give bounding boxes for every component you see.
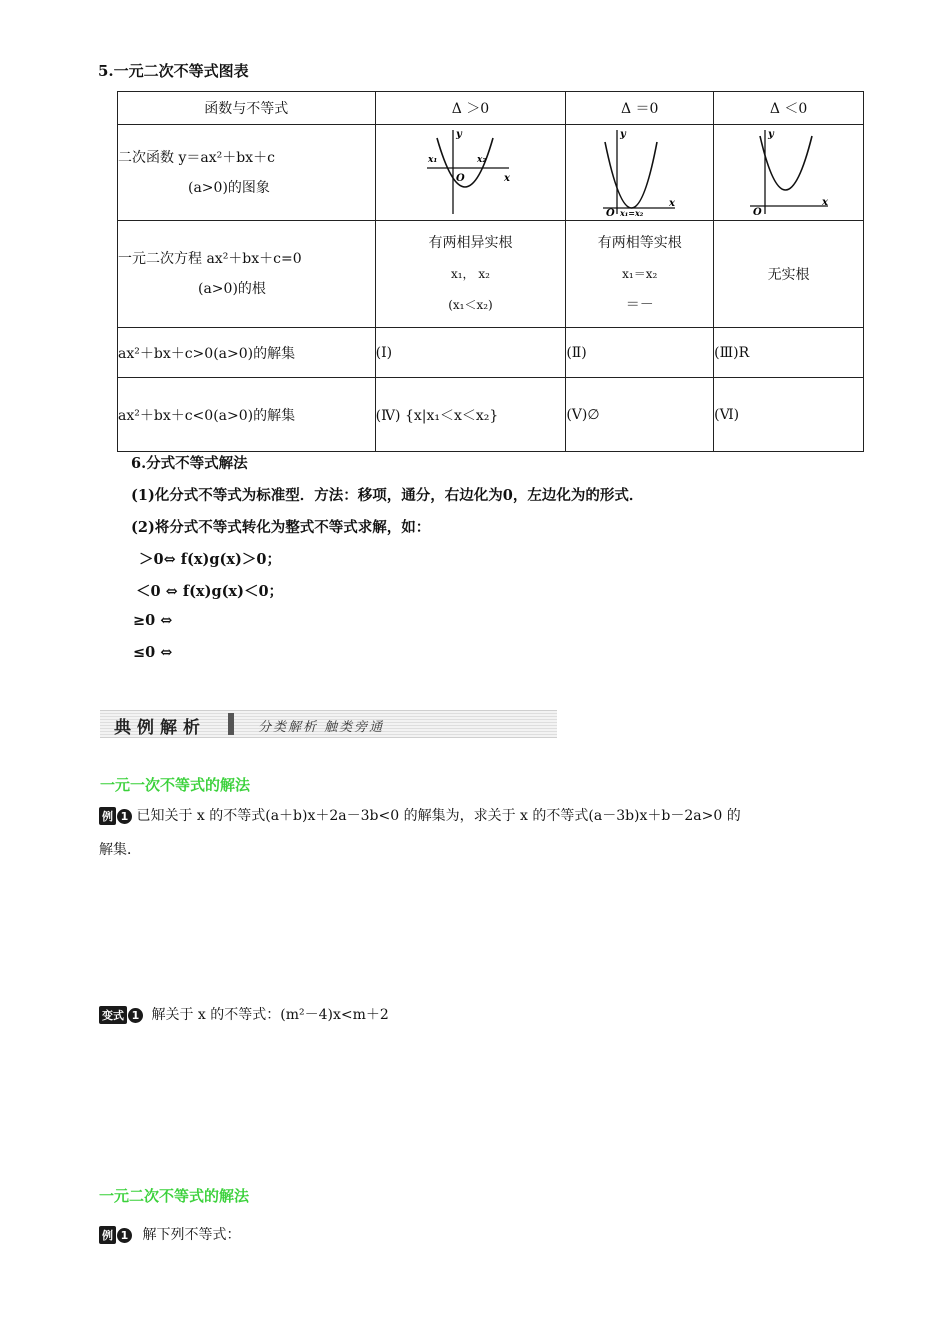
root-x1-label: x₁ <box>428 154 438 165</box>
example-badge: 例 <box>99 1226 116 1244</box>
origin-label: O <box>752 206 762 216</box>
section-6-title: 6.分式不等式解法 <box>131 455 248 472</box>
greater-row-label: ax²＋bx＋c>0(a>0)的解集 <box>118 328 376 378</box>
greater-cell-3: (Ⅲ)R <box>714 328 864 378</box>
example-2-text: 解下列不等式： <box>142 1227 241 1243</box>
example-number-icon: 1 <box>117 1228 132 1243</box>
graph-row-label <box>118 125 376 221</box>
equal-roots-formula: ＝－ <box>625 296 654 313</box>
inequality-table <box>117 91 864 452</box>
section-6-para-1: (1)化分式不等式为标准型．方法：移项，通分，右边化为0，左边化为的形式． <box>131 487 644 504</box>
example-2-question <box>99 1224 240 1244</box>
double-root-label: x₁=x₂ <box>619 207 643 216</box>
y-label: y <box>767 128 774 140</box>
table-row-greater <box>118 328 864 378</box>
greater-cell-2: (Ⅱ) <box>566 328 714 378</box>
x-label: x <box>668 197 675 209</box>
parabola-no-root-graph <box>744 126 834 216</box>
less-cell-1: (Ⅳ) {x|x₁＜x＜x₂} <box>375 378 566 452</box>
parabola-two-roots-graph <box>425 126 515 216</box>
origin-label: O <box>605 207 615 216</box>
rule-less-equal: ≤0 ⇔ <box>133 644 173 661</box>
example-1-question <box>99 805 741 825</box>
header-label: Δ ＞0 <box>451 101 490 117</box>
equal-roots-values: x₁＝x₂ <box>622 266 658 281</box>
table-row-graphs <box>118 125 864 221</box>
example-badge: 例 <box>99 807 116 825</box>
y-label: y <box>619 128 626 140</box>
header-label: 函数与不等式 <box>204 101 289 117</box>
banner-title: 典例解析 <box>114 718 206 738</box>
x-label: x <box>821 196 828 208</box>
section-5-title: 5.一元二次不等式图表 <box>98 62 249 80</box>
variant-1-text: 解关于 x 的不等式：(m²－4)x<m＋2 <box>151 1007 389 1023</box>
distinct-roots-values: x₁， x₂ <box>450 266 490 281</box>
header-label: Δ ＜0 <box>769 101 808 117</box>
header-delta-negative <box>714 92 864 125</box>
example-1-text: 已知关于 x 的不等式(a＋b)x＋2a－3b<0 的解集为，求关于 x 的不等式(a－3b)x＋b－2a>0 的 <box>136 808 741 824</box>
variant-number-icon: 1 <box>128 1008 143 1023</box>
topic-1-title: 一元一次不等式的解法 <box>100 776 251 794</box>
less-cell-2: (Ⅴ)∅ <box>566 378 714 452</box>
y-label: y <box>456 128 463 140</box>
distinct-roots-order: (x₁＜x₂) <box>448 297 493 312</box>
graph-label-line1: 二次函数 y＝ax²＋bx＋c <box>118 149 275 166</box>
rule-less: ＜0 ⇔ f(x)g(x)＜0； <box>136 583 284 600</box>
roots-row-label <box>118 221 376 328</box>
roots-cell-none <box>714 221 864 328</box>
topic-2-title: 一元二次不等式的解法 <box>99 1187 250 1205</box>
roots-cell-equal <box>566 221 714 328</box>
example-1-text-continued: 解集． <box>99 842 141 858</box>
header-function-inequality <box>118 92 376 125</box>
no-real-roots-text: 无实根 <box>767 267 810 283</box>
less-cell-3: (Ⅵ) <box>714 378 864 452</box>
graph-cell-two-roots <box>375 125 566 221</box>
parabola-double-root-graph <box>595 126 685 216</box>
variant-1-question <box>99 1004 389 1024</box>
section-6-para-2: (2)将分式不等式转化为整式不等式求解，如： <box>131 519 431 536</box>
less-row-label: ax²＋bx＋c<0(a>0)的解集 <box>118 378 376 452</box>
graph-cell-no-root <box>714 125 864 221</box>
graph-cell-double-root <box>566 125 714 221</box>
banner-subtitle: 分类解析 触类旁通 <box>258 720 385 735</box>
table-row-roots <box>118 221 864 328</box>
equal-roots-text: 有两相等实根 <box>597 234 682 251</box>
greater-cell-1: (Ⅰ) <box>375 328 566 378</box>
header-delta-zero <box>566 92 714 125</box>
example-number-icon: 1 <box>117 809 132 824</box>
table-row-less <box>118 378 864 452</box>
roots-label-line1: 一元二次方程 ax²＋bx＋c=0 <box>118 251 302 267</box>
origin-label: O <box>456 172 466 184</box>
distinct-roots-text: 有两相异实根 <box>428 234 513 251</box>
graph-label-line2: (a>0)的图象 <box>188 179 270 196</box>
header-delta-positive <box>375 92 566 125</box>
x-label: x <box>504 172 511 184</box>
parabola-curve <box>605 142 657 208</box>
banner-divider <box>228 713 234 735</box>
variant-badge: 变式 <box>99 1006 127 1024</box>
rule-greater: ＞0⇔ f(x)g(x)＞0； <box>139 551 281 568</box>
parabola-curve <box>760 136 812 190</box>
table-header-row <box>118 92 864 125</box>
root-x2-label: x₂ <box>477 154 487 165</box>
rule-greater-equal: ≥0 ⇔ <box>133 612 173 629</box>
header-label: Δ ＝0 <box>620 101 659 117</box>
roots-cell-distinct <box>375 221 566 328</box>
roots-label-line2: (a>0)的根 <box>198 281 266 297</box>
example-analysis-banner <box>100 710 557 738</box>
